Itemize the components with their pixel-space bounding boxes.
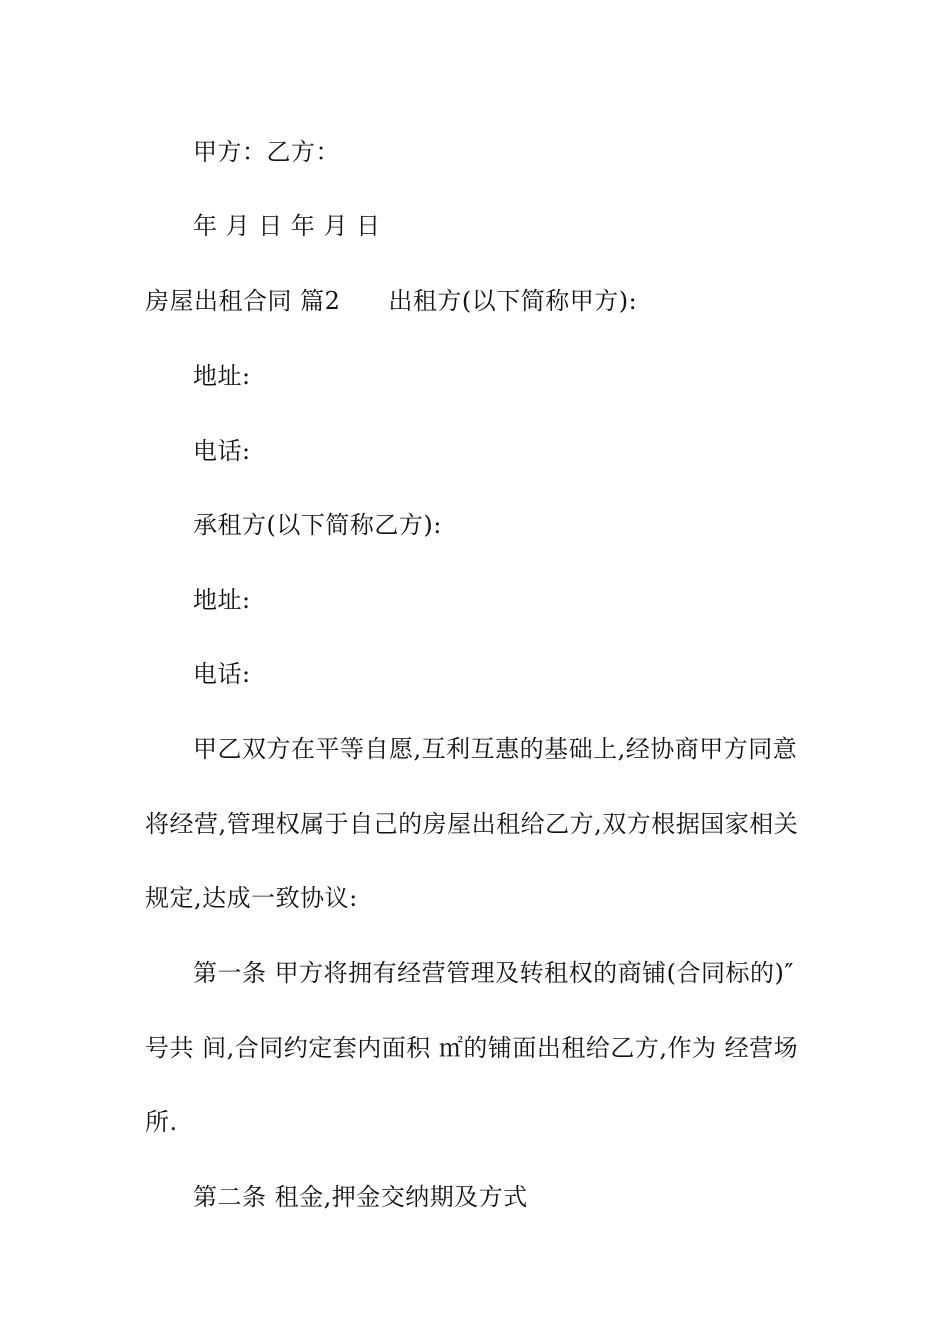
preamble-line-1: 甲乙双方在平等自愿,互利互惠的基础上,经协商甲方同意	[193, 735, 798, 763]
signature-parties: 甲方：乙方：	[193, 138, 340, 166]
article-1-line-1: 第一条 甲方将拥有经营管理及转租权的商铺(合同标的)″	[193, 959, 794, 987]
article-1-line-2: 号共 间,合同约定套内面积 ㎡的铺面出租给乙方,作为 经营场	[145, 1034, 799, 1062]
lessee-address: 地址:	[193, 586, 251, 614]
lessor-phone: 电话:	[193, 437, 251, 465]
lessor-address: 地址:	[193, 362, 251, 390]
preamble-line-3: 规定,达成一致协议:	[145, 884, 358, 912]
lessee-phone: 电话:	[193, 660, 251, 688]
contract-heading-row	[145, 285, 825, 317]
lessor-label: 出租方(以下简称甲方):	[388, 287, 638, 315]
article-2-line-1: 第二条 租金,押金交纳期及方式	[193, 1183, 528, 1211]
contract-heading: 房屋出租合同 篇2	[145, 287, 341, 315]
article-1-line-3: 所.	[145, 1108, 178, 1136]
lessee-label: 承租方(以下简称乙方):	[193, 511, 442, 539]
preamble-line-2: 将经营,管理权属于自己的房屋出租给乙方,双方根据国家相关	[145, 810, 799, 838]
signature-dates: 年 月 日 年 月 日	[193, 212, 381, 240]
